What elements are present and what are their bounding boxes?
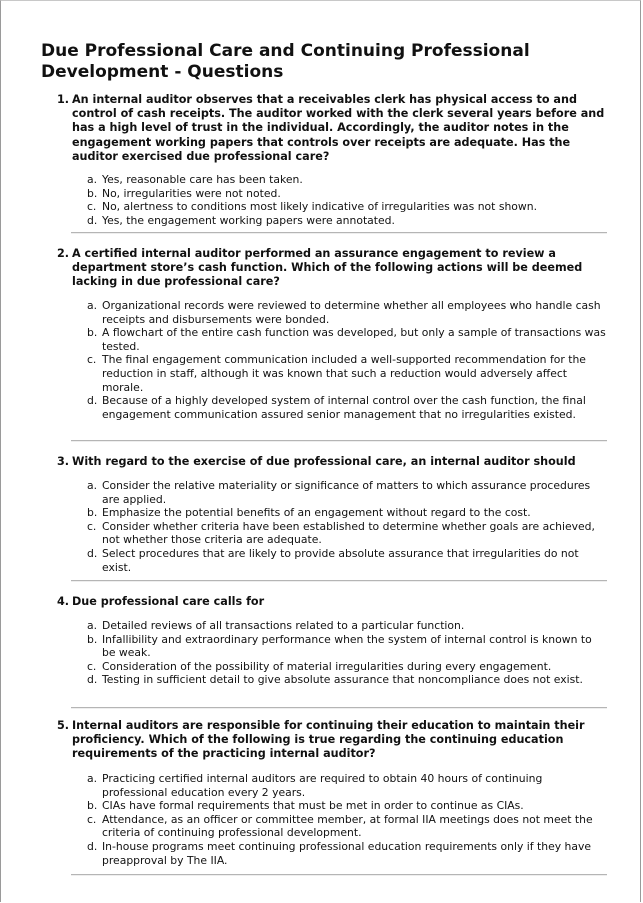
option-letter: d.: [87, 546, 98, 560]
question-text: [57, 719, 609, 762]
option-text: Consider the relative materiality or significance of matters to which assurance procedures are applied.: [102, 479, 591, 506]
option-text: Consider whether criteria have been established to determine whether goals are achieved, not whether those criteria are adequate.: [102, 519, 595, 547]
question-number: 1.: [57, 93, 70, 106]
question-prompt: With regard to the exercise of due professional care, an internal auditor should: [72, 455, 576, 468]
question-divider: [71, 440, 607, 441]
answer-option: [87, 799, 607, 813]
option-text: No, irregularities were not noted.: [102, 186, 281, 200]
option-letter: b.: [87, 506, 98, 520]
answer-option: [87, 299, 607, 326]
option-letter: a.: [87, 299, 98, 312]
option-letter: a.: [87, 619, 98, 632]
answer-option: [87, 394, 607, 421]
option-letter: c.: [87, 200, 97, 214]
option-text: Select procedures that are likely to provide absolute assurance that irregularities do not exist.: [102, 546, 579, 574]
answer-option: [87, 173, 607, 187]
option-letter: d.: [87, 839, 98, 853]
option-text: Attendance, as an officer or committee member, at formal IIA meetings does not meet the criteria of continuing professional development.: [102, 812, 593, 840]
option-text: In-house programs meet continuing professional education requirements only if they have preapproval by The IIA.: [102, 839, 592, 867]
question-2: [57, 247, 609, 290]
option-text: Because of a highly developed system of internal control over the cash function, the final engagement communication assured senior management that no irregularities existed.: [102, 394, 586, 421]
answer-option: [87, 479, 607, 506]
option-text: Emphasize the potential benefits of an engagement without regard to the cost.: [102, 506, 531, 520]
option-text: CIAs have formal requirements that must be met in order to continue as CIAs.: [102, 799, 524, 813]
option-text: Yes, reasonable care has been taken.: [102, 173, 303, 186]
answer-option: [87, 813, 607, 840]
option-letter: d.: [87, 394, 98, 408]
question-text: [57, 247, 609, 290]
option-letter: a.: [87, 479, 98, 492]
question-text: [57, 595, 609, 609]
page-title: Due Professional Care and Continuing Professional Development - Questions: [41, 41, 530, 82]
option-letter: b.: [87, 326, 98, 340]
answer-option: [87, 214, 607, 228]
option-text: The final engagement communication included a well-supported recommendation for the reduction in staff, although it was known that such a reduction would adversely affect morale.: [102, 353, 586, 394]
option-text: Organizational records were reviewed to determine whether all employees who handle cash receipts and disbursements were bonded.: [102, 299, 601, 326]
question-prompt: Internal auditors are responsible for continuing their education to maintain their proficiency. Which of the following is true regarding the continuing education requirements of the practicing internal auditor?: [72, 719, 585, 761]
question-4: [57, 595, 609, 609]
answer-option: [87, 840, 607, 867]
option-text: Testing in sufficient detail to give absolute assurance that noncompliance does not exist.: [102, 673, 583, 687]
answer-option: [87, 673, 607, 687]
answer-option: [87, 187, 607, 201]
answer-option: [87, 353, 607, 394]
option-text: Consideration of the possibility of material irregularities during every engagement.: [102, 659, 552, 673]
answer-options-2: [87, 299, 607, 421]
option-letter: c.: [87, 812, 97, 826]
option-text: Detailed reviews of all transactions related to a particular function.: [102, 619, 465, 632]
option-letter: d.: [87, 213, 98, 227]
answer-option: [87, 772, 607, 799]
answer-option: [87, 633, 607, 660]
option-letter: b.: [87, 799, 98, 813]
option-letter: c.: [87, 519, 97, 533]
answer-option: [87, 619, 607, 633]
question-divider: [71, 874, 607, 875]
question-number: 3.: [57, 455, 70, 468]
answer-options-5: [87, 772, 607, 867]
question-prompt: An internal auditor observes that a receivables clerk has physical access to and control of cash receipts. The auditor worked with the clerk several years before and has a high level of trust in the individual. Accordingly, the auditor notes in the engagement working papers that controls over receipts are adequate. Has the auditor exercised due professional care?: [72, 93, 605, 163]
option-letter: c.: [87, 659, 97, 673]
question-number: 5.: [57, 719, 70, 732]
option-letter: c.: [87, 353, 97, 367]
answer-option: [87, 200, 607, 214]
question-divider: [71, 707, 607, 708]
option-text: Practicing certified internal auditors are required to obtain 40 hours of continuing professional education every 2 years.: [102, 772, 543, 799]
question-prompt: A certified internal auditor performed an assurance engagement to review a department store’s cash function. Which of the following actions will be deemed lacking in due professional care?: [72, 247, 583, 289]
question-text: [57, 455, 609, 469]
question-number: 4.: [57, 595, 70, 608]
question-divider: [71, 232, 607, 233]
option-letter: b.: [87, 632, 98, 646]
option-text: A flowchart of the entire cash function was developed, but only a sample of transactions was tested.: [102, 326, 606, 353]
option-letter: a.: [87, 173, 98, 186]
question-1: [57, 93, 609, 164]
answer-option: [87, 547, 607, 574]
question-divider: [71, 580, 607, 581]
answer-option: [87, 520, 607, 547]
question-number: 2.: [57, 247, 70, 260]
answer-options-1: [87, 173, 607, 227]
option-text: No, alertness to conditions most likely indicative of irregularities was not shown.: [102, 200, 537, 214]
answer-option: [87, 506, 607, 520]
answer-option: [87, 660, 607, 674]
option-letter: a.: [87, 772, 98, 785]
answer-options-3: [87, 479, 607, 574]
question-5: [57, 719, 609, 762]
answer-options-4: [87, 619, 607, 687]
option-letter: d.: [87, 673, 98, 687]
option-letter: b.: [87, 186, 98, 200]
option-text: Yes, the engagement working papers were annotated.: [102, 213, 395, 227]
question-prompt: Due professional care calls for: [72, 595, 265, 608]
option-text: Infallibility and extraordinary performance when the system of internal control is known to be weak.: [102, 632, 592, 660]
question-3: [57, 455, 609, 469]
question-text: [57, 93, 609, 164]
answer-option: [87, 326, 607, 353]
